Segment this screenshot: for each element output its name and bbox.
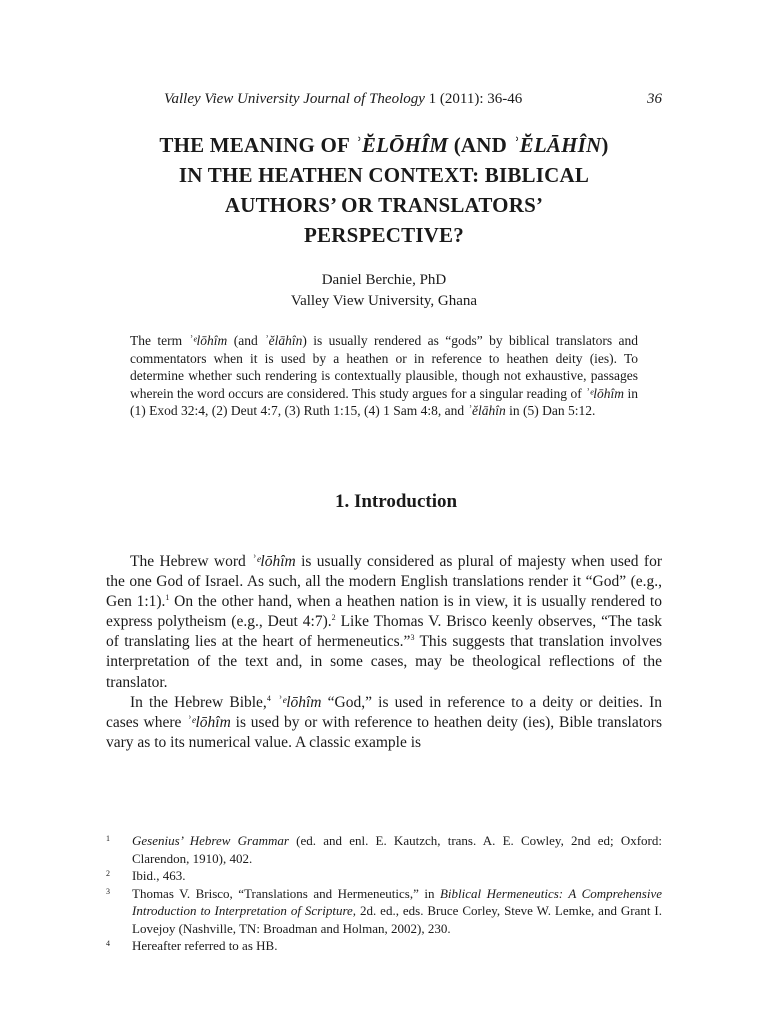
body-term: ʾᵉlōhîm bbox=[276, 693, 322, 711]
footnote-run: Thomas V. Brisco, “Translations and Hermeneutics,” in bbox=[132, 885, 440, 901]
body-term: ʾᵉlōhîm bbox=[186, 713, 231, 731]
abstract bbox=[130, 332, 638, 420]
title-line-1 bbox=[100, 130, 668, 160]
journal-citation bbox=[164, 89, 522, 109]
author-affiliation: Valley View University, Ghana bbox=[290, 293, 478, 309]
title-term-elohim: ʾĔLŌHÎM bbox=[354, 133, 449, 157]
title-text: THE MEANING OF bbox=[159, 133, 355, 157]
footnote-text bbox=[132, 832, 662, 867]
footnote-run: 2d. ed., eds. Bruce Corley, Steve W. Lemke, and Grant I. Lovejoy (Nashville, TN: Broadman and Holman, 2002), 230. bbox=[132, 903, 662, 936]
footnotes bbox=[106, 832, 662, 955]
footnote bbox=[106, 832, 662, 867]
title-line-3: AUTHORS’ OR TRANSLATORS’ bbox=[224, 193, 544, 217]
footnote-ref[interactable]: 4 bbox=[266, 693, 271, 703]
footnote-ref[interactable]: 3 bbox=[410, 633, 415, 643]
abstract-text: (and bbox=[227, 333, 265, 348]
body-text bbox=[106, 552, 662, 753]
abstract-term: ʾĕlāhîn bbox=[264, 333, 303, 348]
body-text-run: The Hebrew word bbox=[130, 553, 252, 570]
abstract-text: in (1) Exod 32:4, (2) Deut 4:7, (3) Ruth 1:15, (4) 1 Sam 4:8, and bbox=[130, 385, 638, 418]
abstract-text: ) is usually rendered as “gods” by biblical translators and commentators when it is used by a heathen or in reference to heathen deity (ies). To determine whether such rendering is contextually plausible, though not exhaustive, passages wherein the word occurs are considered. This study argues for a singular reading of bbox=[130, 333, 638, 401]
page-number: 36 bbox=[647, 91, 662, 107]
footnote-title: Gesenius’ Hebrew Grammar bbox=[132, 833, 289, 848]
footnote-ref[interactable]: 1 bbox=[165, 593, 170, 603]
body-text-run: is used by or with reference to heathen deity (ies), Bible translators vary as to its numerical value. A classic example is bbox=[106, 713, 662, 751]
footnote-number: 4 bbox=[106, 939, 110, 948]
footnote-run: Ibid., 463. bbox=[132, 868, 186, 883]
footnote-ref[interactable]: 2 bbox=[331, 613, 336, 623]
footnote bbox=[106, 867, 662, 885]
abstract-paragraph bbox=[130, 332, 638, 420]
body-text-run: Like Thomas V. Brisco keenly observes, “The task of translating lies at the heart of hermeneutics.” bbox=[106, 613, 662, 651]
body-text-run: In the Hebrew Bible, bbox=[130, 693, 267, 711]
footnote-number: 2 bbox=[106, 869, 110, 878]
article-title bbox=[100, 130, 668, 250]
title-text: ) bbox=[601, 133, 609, 157]
body-paragraph bbox=[106, 552, 662, 693]
abstract-text: The term bbox=[130, 333, 189, 348]
footnote-run: Hereafter referred to as HB. bbox=[132, 938, 278, 953]
footnote-title: Biblical Hermeneutics: A Comprehensive Introduction to Interpretation of Scripture, bbox=[132, 885, 662, 918]
title-term-elahin: ʾĔLĀHÎN bbox=[512, 133, 602, 157]
footnote bbox=[106, 937, 662, 955]
section-heading: 1. Introduction bbox=[334, 491, 458, 512]
footnote-text bbox=[132, 937, 662, 955]
body-text-run: This suggests that translation involves interpretation of the text and, in some cases, may be theological reflections of the translator. bbox=[106, 633, 662, 691]
body-text-run: is usually considered as plural of majesty when used for the one God of Israel. As such, all the modern English translations render it “God” (e.g., Gen 1:1). bbox=[106, 553, 662, 611]
abstract-text: in (5) Dan 5:12. bbox=[505, 403, 596, 418]
title-line-2: IN THE HEATHEN CONTEXT: BIBLICAL bbox=[178, 163, 590, 187]
body-term: ʾᵉlōhîm bbox=[251, 553, 296, 570]
footnote-number: 3 bbox=[106, 886, 110, 896]
footnote bbox=[106, 885, 662, 938]
body-text-run: On the other hand, when a heathen nation is in view, it is usually rendered to express polytheism (e.g., Deut 4:7). bbox=[106, 593, 662, 631]
abstract-term: ʾᵉlōhîm bbox=[188, 333, 228, 348]
journal-title: Valley View University Journal of Theology bbox=[164, 91, 425, 107]
footnote-text bbox=[132, 885, 662, 938]
footnote-number: 1 bbox=[106, 834, 110, 843]
author-name: Daniel Berchie, PhD bbox=[321, 272, 447, 288]
title-text: (AND bbox=[448, 133, 513, 157]
abstract-term: ʾĕlāhîn bbox=[467, 403, 506, 418]
body-text-run: “God,” is used in reference to a deity or deities. In cases where bbox=[106, 693, 662, 731]
volume-pages: 1 (2011): 36-46 bbox=[424, 91, 523, 107]
body-paragraph bbox=[106, 693, 662, 753]
footnote-text bbox=[132, 867, 662, 885]
abstract-term: ʾᵉlōhîm bbox=[585, 385, 624, 401]
title-line-4: PERSPECTIVE? bbox=[304, 223, 464, 247]
footnote-run: (ed. and enl. E. Kautzch, trans. A. E. Cowley, 2nd ed; Oxford: Clarendon, 1910), 402. bbox=[132, 833, 662, 866]
author-block bbox=[130, 270, 638, 312]
